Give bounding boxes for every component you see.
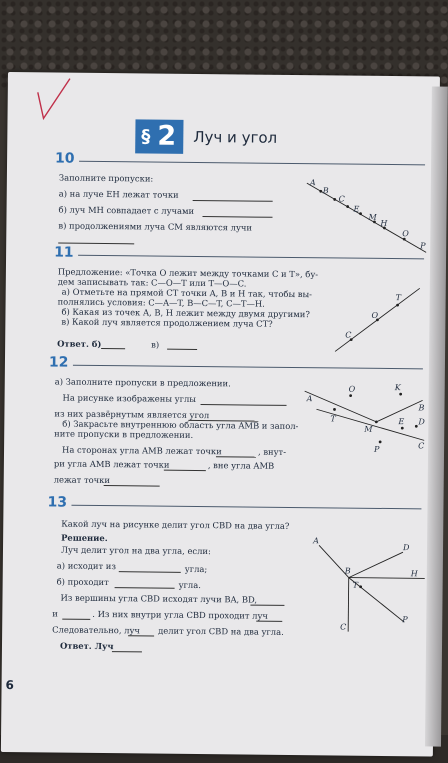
- ex10-label: H: [380, 218, 388, 228]
- ex12-label: O: [348, 384, 356, 394]
- workbook-page: [1, 72, 440, 756]
- ex10-label: B: [322, 186, 329, 196]
- ex12-label: T: [330, 414, 336, 424]
- ex11-text: дем записывать так: C—O—T или T—O—C.: [57, 276, 247, 289]
- ex13-text: Из вершины угла CBD исходят лучи BA, BD,: [60, 592, 258, 605]
- ex11-answer-label: Ответ. б): [57, 338, 102, 349]
- ex10-line-b: б) луч MH совпадает с лучами: [58, 204, 195, 216]
- ex12-label: B: [418, 403, 425, 413]
- ex11-text: б) Какая из точек A, B, H лежит между двумя другими?: [61, 306, 310, 320]
- ex12-text: из них развёрнутым является угол: [54, 408, 210, 421]
- ex13-text: делит угол CBD на два угла.: [158, 625, 284, 637]
- exercise-11-number: 11: [54, 244, 74, 261]
- ex13-label: P: [402, 615, 408, 625]
- ex12-label: E: [398, 417, 405, 427]
- ex10-task: Заполните пропуски:: [58, 172, 154, 184]
- ex13-text: и: [52, 608, 58, 619]
- ex12-label: D: [418, 417, 425, 427]
- paragraph-number: 2: [157, 120, 177, 152]
- page-number: 6: [5, 678, 15, 693]
- ex11-text: в) Какой луч является продолжением луча CT?: [61, 316, 273, 329]
- ex13-question: Какой луч на рисунке делит угол CBD на два угла?: [61, 518, 290, 531]
- ex12-text: На рисунке изображены углы: [62, 392, 197, 404]
- paragraph-symbol: §: [141, 126, 151, 148]
- ex13-text: Луч делит угол на два угла, если:: [60, 544, 211, 557]
- ex11-text: Предложение: «Точка O лежит между точками C и T», бу-: [57, 266, 319, 280]
- ex10-label: A: [309, 178, 316, 188]
- ex12-text: а) Заполните пропуски в предложении.: [54, 376, 231, 389]
- ex13-text: угла;: [184, 563, 208, 575]
- ex13-text: б) проходит: [56, 576, 109, 588]
- ex12-text: На сторонах угла AMB лежат точки: [61, 444, 222, 457]
- ex12-label: C: [418, 441, 425, 451]
- ex11-label: T: [395, 293, 402, 303]
- ex12-text: , вне угла AMB: [207, 460, 275, 471]
- ex10-label: P: [420, 241, 426, 251]
- ex11-text: а) Отметьте на прямой CT точки A, B и H так, чтобы вы-: [61, 286, 313, 300]
- ex13-label: A: [313, 536, 319, 546]
- ex11-label: O: [371, 310, 379, 320]
- ex12-label: K: [394, 383, 401, 393]
- ex10-line-c: в) продолжениями луча CM являются лучи: [58, 220, 253, 233]
- ex11-label: C: [345, 330, 352, 340]
- ex10-label: E: [353, 204, 360, 214]
- ex12-label: P: [374, 444, 380, 454]
- exercise-10-number: 10: [55, 150, 75, 167]
- ex11-answer-v-label: в): [151, 339, 160, 350]
- ex13-angle-figure: [1, 72, 440, 756]
- ex13-label: D: [402, 543, 410, 553]
- ex13-answer-label: Ответ. Луч: [59, 640, 114, 652]
- ex12-text: б) Закрасьте внутреннюю область угла AMB и запол-: [62, 418, 299, 432]
- ex13-label: T: [352, 580, 359, 590]
- ex13-solution-label: Решение.: [61, 532, 108, 544]
- ex13-label: C: [340, 622, 347, 632]
- ex12-label: M: [364, 424, 373, 434]
- ex10-label: O: [402, 229, 409, 239]
- ex13-text: угла.: [178, 579, 201, 591]
- exercise-12-number: 12: [48, 354, 69, 371]
- ex11-text: полнялись условия: C—A—T, B—C—T, C—T—H.: [57, 296, 265, 309]
- ex13-text: Следовательно, луч: [52, 624, 141, 636]
- ex12-label: A: [306, 394, 313, 404]
- ex13-text: . Из них внутри угла CBD проходит луч: [92, 608, 269, 621]
- ex10-line-a: а) на луче EH лежат точки: [58, 188, 179, 200]
- ex13-label: H: [410, 569, 418, 579]
- page-title: Луч и угол: [193, 127, 278, 147]
- ex12-text: лежат точки: [53, 474, 111, 486]
- ex10-label: M: [368, 212, 377, 222]
- exercise-13-number: 13: [47, 494, 68, 511]
- ex13-text: а) исходит из: [56, 560, 117, 572]
- ex12-text: ните пропуски в предложении.: [54, 428, 194, 440]
- ex12-text: , внут-: [257, 446, 287, 457]
- ex12-text: ри угла AMB лежат точки: [53, 458, 170, 470]
- ex13-label: B: [344, 566, 351, 576]
- ex10-label: C: [338, 194, 345, 204]
